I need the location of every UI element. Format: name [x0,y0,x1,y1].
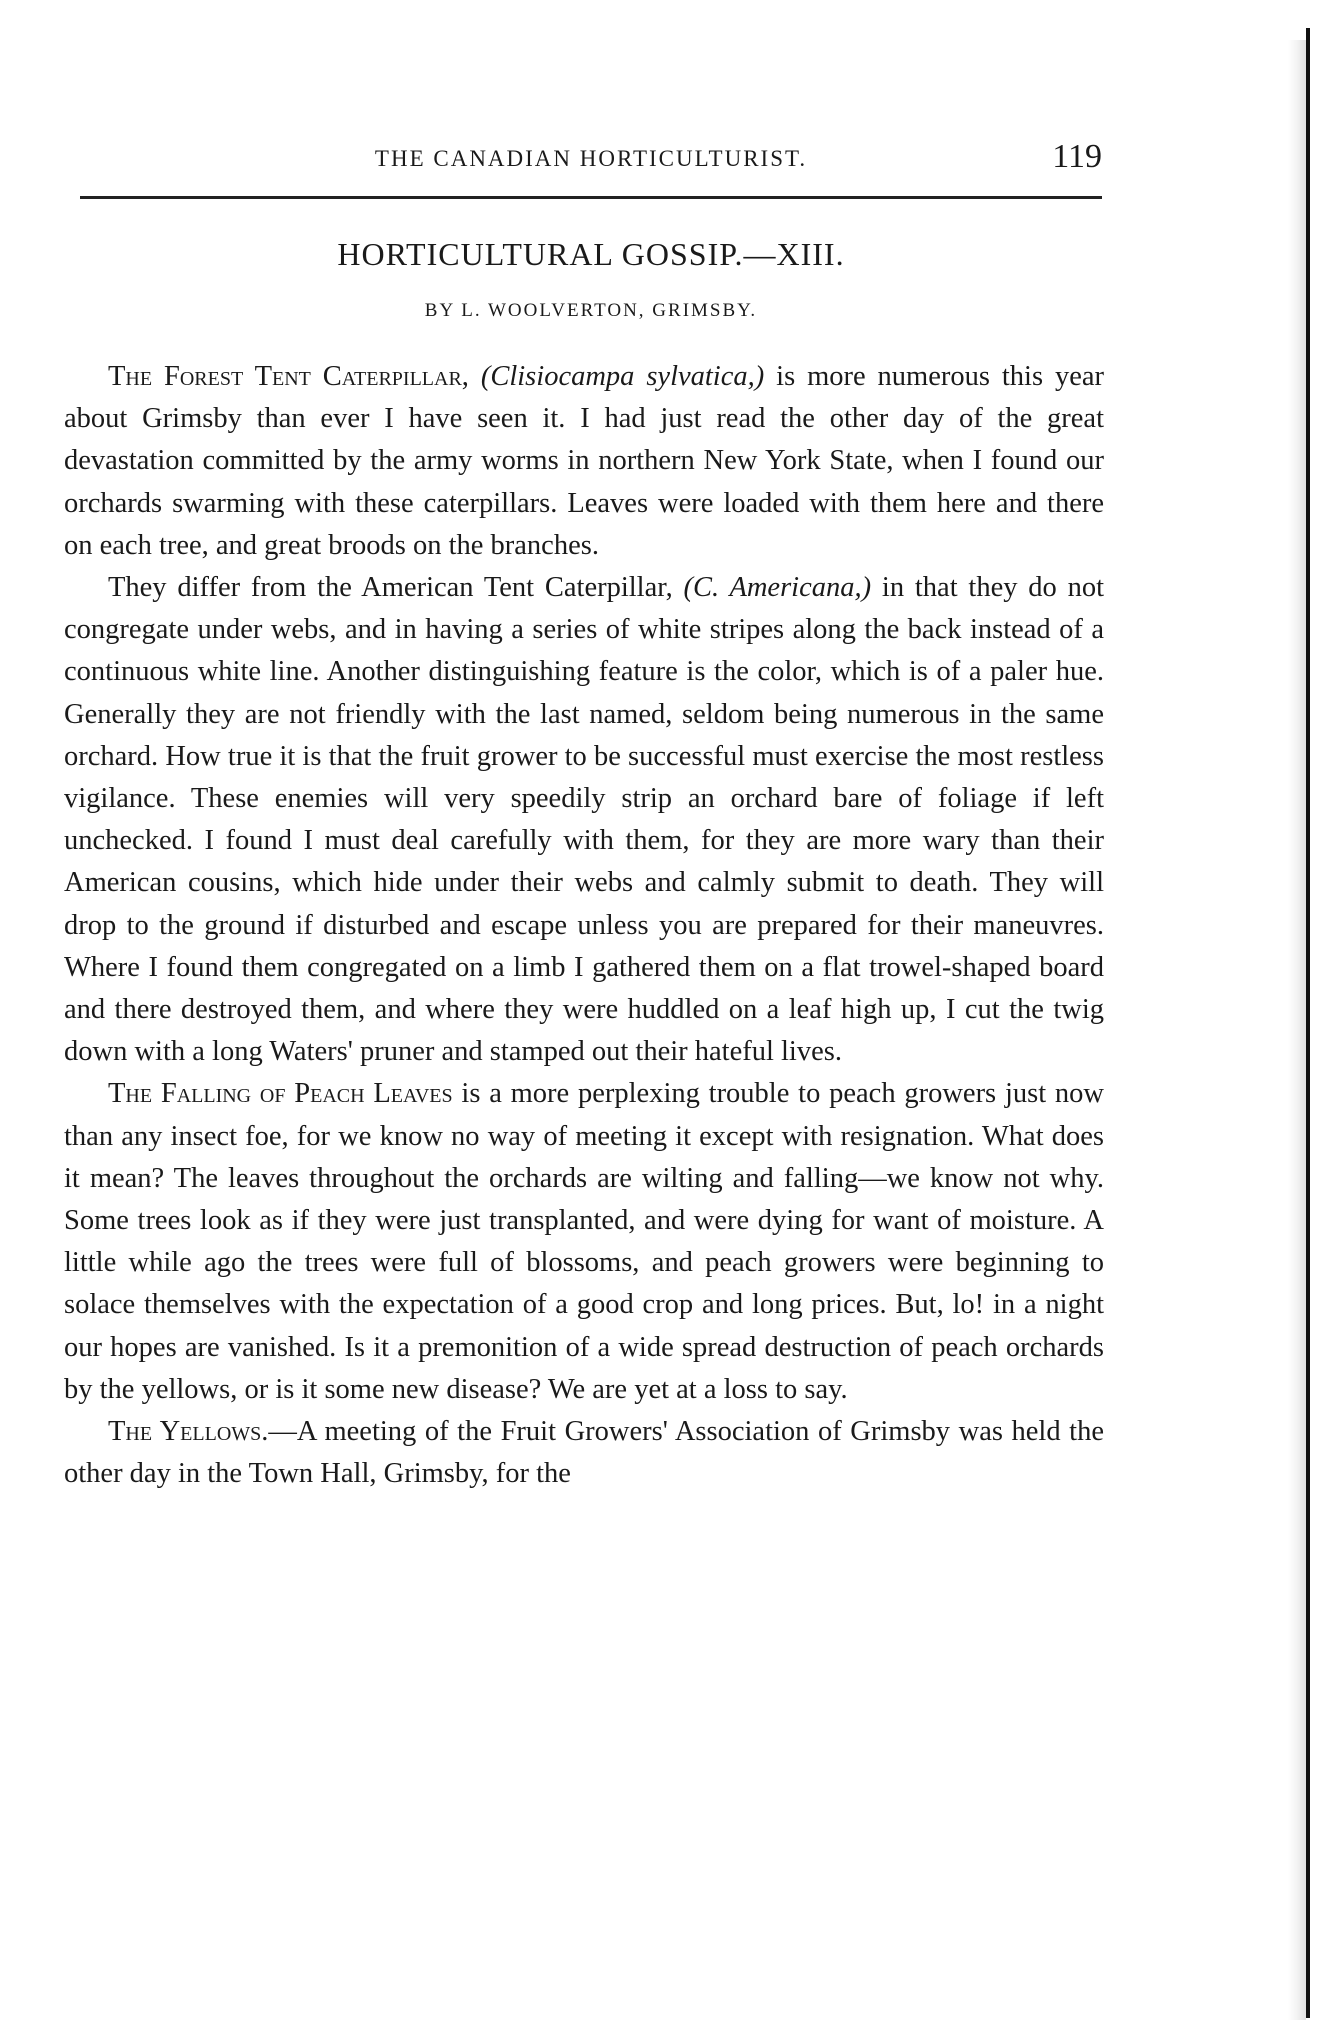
paragraph-yellows [64,1411,1104,1495]
paragraph-text: —A meeting of the Fruit Growers' Association of Grimsby was held the other day in the Town Hall, Grimsby, for the [64,1416,1105,1490]
paragraph-text: in that they do not congregate under webs, and in having a series of white stripes along the back instead of a continuous white line. Another distinguishing feature is the color, which is of a paler hue. Generally they are not friendly with the last named, seldom being numerous in the same orchard. How true it is that the fruit grower to be successful must exercise the most restless vigilance. These enemies will very speedily strip an orchard bare of foliage if left unchecked. I found I must deal carefully with them, for they are more wary than their American cousins, which hide under their webs and calmly submit to death. They will drop to the ground if disturbed and escape unless you are prepared for their maneuvres. Where I found them congregated on a limb I gathered them on a flat trowel-shaped board and there destroyed them, and where they were huddled on a leaf high up, I cut the twig down with a long Waters' pruner and stamped out their hateful lives. [64,572,1105,1068]
scan-edge-shadow [1288,40,1306,2020]
header-rule [80,196,1102,199]
species-name: (Clisiocampa sylvatica,) [480,361,765,392]
paragraph-lead: The Falling of Peach Leaves [108,1078,453,1110]
page-header [80,138,1102,188]
byline: BY L. WOOLVERTON, GRIMSBY. [424,300,758,321]
article-body [64,356,1104,1495]
species-name: (C. Americana,) [683,572,872,604]
running-head: THE CANADIAN HORTICULTURIST. [374,146,808,171]
scan-edge-line [1306,28,1310,2018]
paragraph-forest-tent-caterpillar [64,356,1104,567]
paragraph-text: is a more perplexing trouble to peach growers just now than any insect foe, for we know no way of meeting it except with resignation. What does it mean? The leaves throughout the orchards are wilting and falling—we know not why. Some trees look as if they were just transplanted, and were dying for want of moisture. A little while ago the trees were full of blossoms, and peach growers were beginning to solace themselves with the expectation of a good crop and long prices. But, lo! in a night our hopes are vanished. Is it a premonition of a wide spread destruction of peach orchards by the yellows, or is it some new disease? We are yet at a loss to say. [64,1078,1104,1405]
paragraph-differences [64,567,1104,1073]
paragraph-lead: The Forest Tent Caterpillar, [108,361,469,392]
page-number: 119 [1052,138,1102,175]
paragraph-text: is more numerous this year about Grimsby than ever I have seen it. I had just read the other day of the great devastation committed by the army worms in northern New York State, when I found our orchards swarming with these caterpillars. Leaves were loaded with them here and there on each tree, and great broods on the branches. [64,361,1105,561]
article-title: HORTICULTURAL GOSSIP.—XIII. [337,236,845,272]
paragraph-text: They differ from the American Tent Caterpillar, [108,572,684,604]
paragraph-lead: The Yellows. [108,1416,269,1448]
paragraph-falling-peach-leaves [64,1073,1104,1411]
